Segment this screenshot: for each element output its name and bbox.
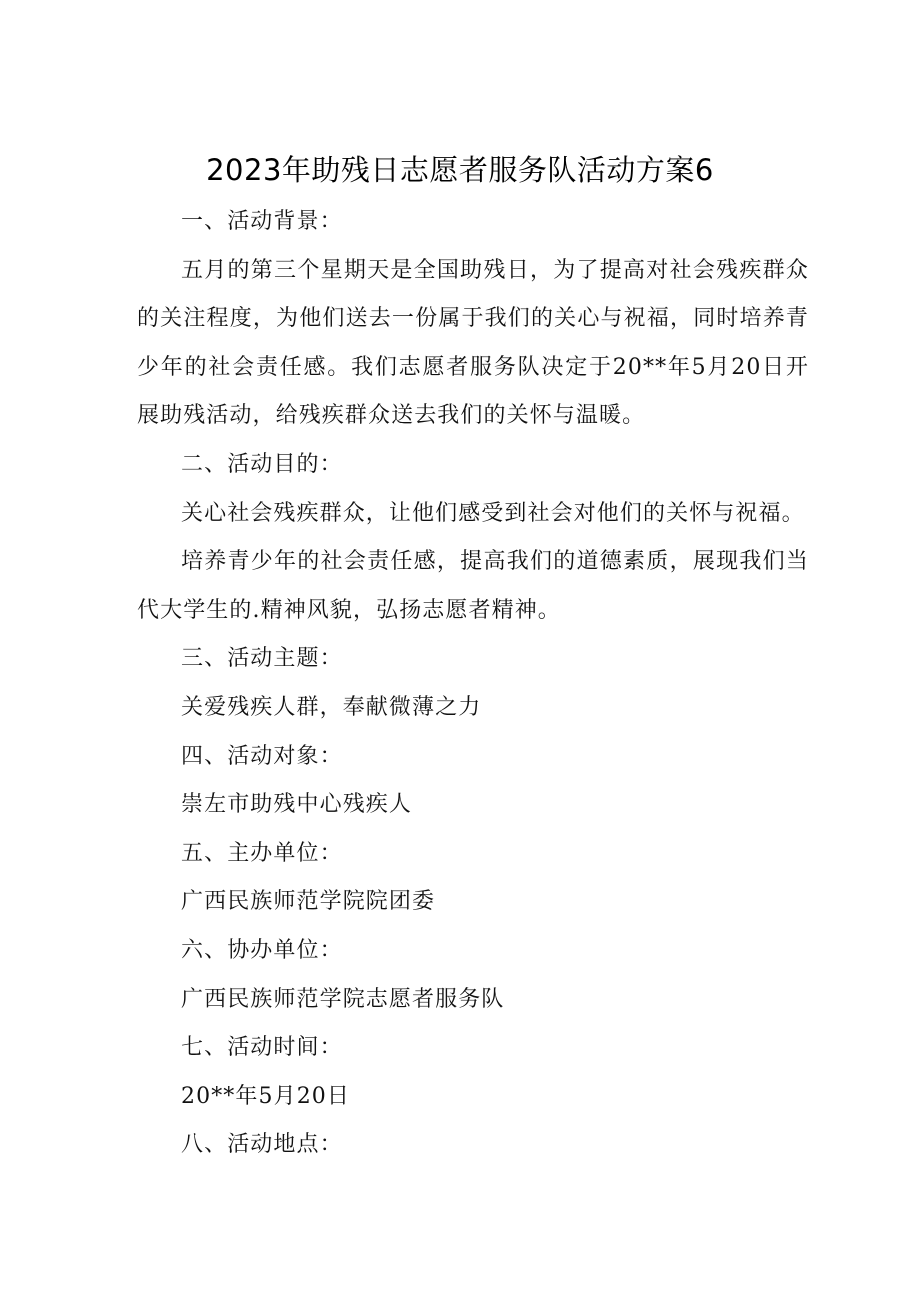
paragraph-purpose-1: 关心社会残疾群众，让他们感受到社会对他们的关怀与祝福。 bbox=[181, 500, 805, 526]
paragraph-background: 五月的第三个星期天是全国助残日，为了提高对社会残疾群众的关注程度，为他们送去一份属于我们的关心与祝福，同时培养青少年的社会责任感。我们志愿者服务队决定于20**年5月20日开展助残活动，给残疾群众送去我们的关怀与温暖。 bbox=[137, 257, 809, 429]
paragraph-organizer: 广西民族师范学院院团委 bbox=[181, 889, 436, 915]
section-heading-background: 一、活动背景： bbox=[181, 209, 343, 234]
section-heading-target: 四、活动对象： bbox=[181, 743, 343, 769]
document-title: 2023年助残日志愿者服务队活动方案6 bbox=[206, 153, 714, 187]
paragraph-target: 崇左市助残中心残疾人 bbox=[181, 792, 413, 818]
section-heading-organizer: 五、主办单位： bbox=[181, 840, 343, 866]
section-heading-theme: 三、活动主题： bbox=[181, 646, 343, 672]
paragraph-purpose-2: 培养青少年的社会责任感，提高我们的道德素质，展现我们当代大学生的.精神风貌，弘扬志愿者精神。 bbox=[137, 549, 809, 623]
paragraph-theme: 关爱残疾人群，奉献微薄之力 bbox=[181, 694, 482, 720]
section-heading-time: 七、活动时间： bbox=[181, 1035, 343, 1061]
section-heading-purpose: 二、活动目的： bbox=[181, 451, 343, 477]
section-heading-location: 八、活动地点： bbox=[181, 1132, 343, 1158]
section-heading-co-organizer: 六、协办单位： bbox=[181, 937, 343, 963]
document-body bbox=[137, 198, 809, 1170]
paragraph-co-organizer: 广西民族师范学院志愿者服务队 bbox=[181, 986, 505, 1012]
paragraph-time: 20**年5月20日 bbox=[181, 1083, 350, 1109]
